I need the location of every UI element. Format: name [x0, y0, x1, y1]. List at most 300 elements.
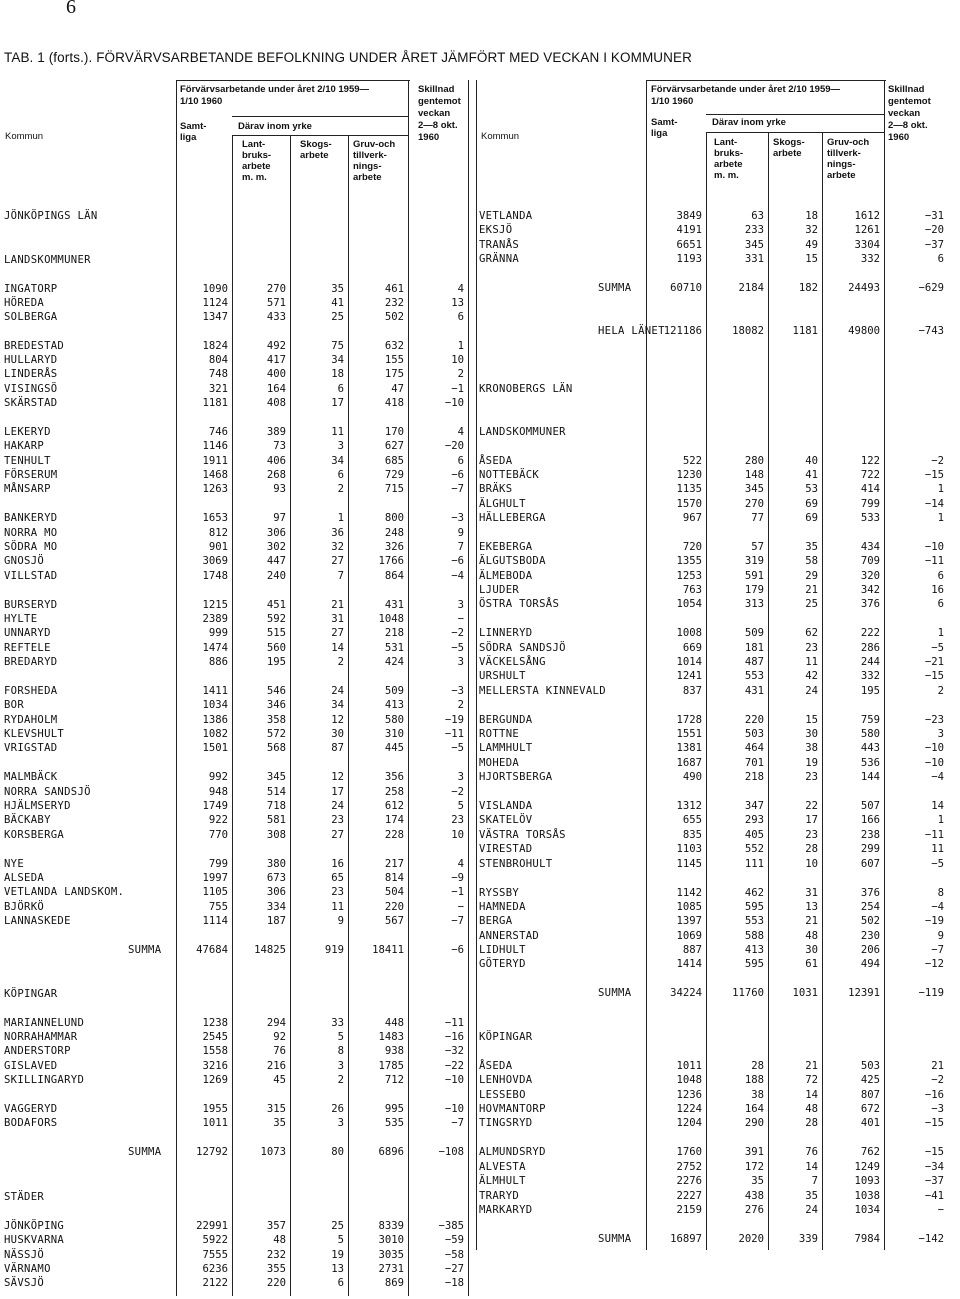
cell-lantbruk: 290	[744, 1117, 764, 1129]
cell-skogsarbete: 35	[805, 1190, 818, 1202]
cell-skillnad: −58	[444, 1249, 464, 1261]
cell-skogsarbete: 31	[805, 887, 818, 899]
cell-skillnad: −19	[924, 915, 944, 927]
cell-skillnad: −16	[444, 1031, 464, 1043]
cell-lantbruk: 355	[266, 1263, 286, 1275]
cell-skillnad: −3	[931, 1103, 944, 1115]
cell-skogsarbete: 58	[805, 555, 818, 567]
cell-gruv-tillverkning: 418	[384, 397, 404, 409]
kommun-name: ALVESTA	[479, 1161, 526, 1173]
cell-skogsarbete: 21	[805, 915, 818, 927]
cell-lantbruk: 1073	[260, 1146, 286, 1158]
cell-samtliga: 886	[208, 656, 228, 668]
cell-lantbruk: 63	[751, 210, 764, 222]
cell-lantbruk: 280	[744, 455, 764, 467]
cell-samtliga: 720	[682, 541, 702, 553]
cell-skogsarbete: 14	[331, 642, 344, 654]
cell-skillnad: −20	[444, 440, 464, 452]
cell-skillnad: −	[937, 1204, 944, 1216]
kommun-name: VÄCKELSÅNG	[479, 656, 546, 668]
cell-samtliga: 1749	[202, 800, 228, 812]
cell-samtliga: 1269	[202, 1074, 228, 1086]
header-skillnad-4: 2—8 okt.	[888, 120, 928, 131]
cell-lantbruk: 57	[751, 541, 764, 553]
cell-skogsarbete: 919	[324, 944, 344, 956]
cell-samtliga: 1193	[676, 253, 702, 265]
header-skogs: Skogs-	[300, 139, 332, 150]
cell-samtliga: 1034	[202, 699, 228, 711]
cell-skogsarbete: 3	[337, 1060, 344, 1072]
kommun-name: HÖREDA	[4, 297, 45, 309]
cell-samtliga: 1253	[676, 570, 702, 582]
cell-skillnad: −10	[444, 1103, 464, 1115]
cell-lantbruk: 552	[744, 843, 764, 855]
cell-skogsarbete: 24	[331, 685, 344, 697]
cell-skillnad: 23	[451, 814, 464, 826]
cell-lantbruk: 306	[266, 527, 286, 539]
kommun-name: MALMBÄCK	[4, 771, 58, 783]
cell-skillnad: 1	[937, 483, 944, 495]
header-skogs-2: arbete	[300, 150, 329, 161]
kommun-name: SÖDRA MO	[4, 541, 58, 553]
cell-skogsarbete: 8	[337, 1045, 344, 1057]
cell-gruv-tillverkning: 814	[384, 872, 404, 884]
cell-skogsarbete: 6	[337, 1277, 344, 1289]
section-heading: STÄDER	[4, 1191, 45, 1203]
cell-gruv-tillverkning: 712	[384, 1074, 404, 1086]
cell-skillnad: 1	[937, 814, 944, 826]
cell-samtliga: 1238	[202, 1017, 228, 1029]
header-skillnad-3: veckan	[888, 108, 921, 119]
cell-skillnad: −743	[918, 325, 944, 337]
cell-skillnad: −15	[924, 469, 944, 481]
cell-skillnad: −	[457, 613, 464, 625]
cell-skogsarbete: 87	[331, 742, 344, 754]
cell-gruv-tillverkning: 509	[384, 685, 404, 697]
cell-lantbruk: 93	[273, 483, 286, 495]
kommun-name: NORRA SANDSJÖ	[4, 786, 91, 798]
cell-lantbruk: 270	[266, 283, 286, 295]
cell-skillnad: −11	[444, 728, 464, 740]
header-skogs: Skogs-	[773, 137, 805, 148]
cell-skillnad: −11	[924, 555, 944, 567]
cell-skogsarbete: 72	[805, 1074, 818, 1086]
header-samtliga: Samt-	[651, 117, 678, 128]
cell-samtliga: 2159	[676, 1204, 702, 1216]
cell-skogsarbete: 69	[805, 498, 818, 510]
cell-gruv-tillverkning: 607	[860, 858, 880, 870]
kommun-name: VISLANDA	[479, 800, 533, 812]
cell-samtliga: 1501	[202, 742, 228, 754]
kommun-name: VILLSTAD	[4, 570, 58, 582]
cell-skogsarbete: 36	[331, 527, 344, 539]
kommun-name: FORSHEDA	[4, 685, 58, 697]
cell-gruv-tillverkning: 627	[384, 440, 404, 452]
cell-gruv-tillverkning: 445	[384, 742, 404, 754]
cell-gruv-tillverkning: 332	[860, 670, 880, 682]
kommun-name: BODAFORS	[4, 1117, 58, 1129]
cell-gruv-tillverkning: 49800	[848, 325, 880, 337]
cell-skillnad: −15	[924, 1146, 944, 1158]
cell-samtliga: 1570	[676, 498, 702, 510]
cell-samtliga: 1397	[676, 915, 702, 927]
cell-skillnad: −10	[444, 1074, 464, 1086]
kommun-name: SOLBERGA	[4, 311, 58, 323]
cell-skogsarbete: 53	[805, 483, 818, 495]
cell-lantbruk: 315	[266, 1103, 286, 1115]
cell-samtliga: 12792	[196, 1146, 228, 1158]
kommun-name: ALMUNDSRYD	[479, 1146, 546, 1158]
cell-lantbruk: 346	[266, 699, 286, 711]
cell-gruv-tillverkning: 299	[860, 843, 880, 855]
cell-gruv-tillverkning: 799	[860, 498, 880, 510]
cell-gruv-tillverkning: 376	[860, 598, 880, 610]
cell-lantbruk: 195	[266, 656, 286, 668]
cell-lantbruk: 268	[266, 469, 286, 481]
cell-lantbruk: 391	[744, 1146, 764, 1158]
cell-skillnad: −11	[924, 829, 944, 841]
cell-skillnad: −15	[924, 670, 944, 682]
cell-samtliga: 121186	[663, 325, 702, 337]
cell-gruv-tillverkning: 3035	[378, 1249, 404, 1261]
cell-skillnad: −41	[924, 1190, 944, 1202]
cell-skillnad: 10	[451, 829, 464, 841]
cell-samtliga: 1114	[202, 915, 228, 927]
cell-lantbruk: 216	[266, 1060, 286, 1072]
cell-skillnad: −3	[451, 512, 464, 524]
cell-skillnad: −5	[451, 642, 464, 654]
rule-line	[706, 132, 884, 133]
kommun-name: SKILLINGARYD	[4, 1074, 85, 1086]
cell-lantbruk: 345	[266, 771, 286, 783]
header-lant-4: m. m.	[714, 170, 739, 181]
kommun-name: ÄLGUTSBODA	[479, 555, 546, 567]
cell-lantbruk: 302	[266, 541, 286, 553]
cell-samtliga: 321	[208, 383, 228, 395]
header-lant: Lant-	[242, 139, 266, 150]
cell-skogsarbete: 7	[337, 570, 344, 582]
header-samtliga-2: liga	[651, 128, 668, 139]
cell-skillnad: 7	[457, 541, 464, 553]
header-gruv-3: nings-	[353, 161, 382, 172]
kommun-name: LANNASKEDE	[4, 915, 71, 927]
cell-skogsarbete: 10	[805, 858, 818, 870]
kommun-name: ÄLMHULT	[479, 1175, 526, 1187]
cell-gruv-tillverkning: 195	[860, 685, 880, 697]
cell-gruv-tillverkning: 342	[860, 584, 880, 596]
cell-lantbruk: 433	[266, 311, 286, 323]
cell-samtliga: 1215	[202, 599, 228, 611]
cell-gruv-tillverkning: 503	[860, 1060, 880, 1072]
cell-lantbruk: 306	[266, 886, 286, 898]
cell-skillnad: 5	[457, 800, 464, 812]
cell-samtliga: 1146	[202, 440, 228, 452]
summa-label: HELA LÄNET	[598, 325, 665, 337]
cell-samtliga: 4191	[676, 224, 702, 236]
cell-gruv-tillverkning: 248	[384, 527, 404, 539]
cell-skillnad: −4	[931, 901, 944, 913]
cell-samtliga: 1474	[202, 642, 228, 654]
kommun-name: BERGUNDA	[479, 714, 533, 726]
cell-samtliga: 1381	[676, 742, 702, 754]
cell-gruv-tillverkning: 864	[384, 570, 404, 582]
cell-skillnad: −31	[924, 210, 944, 222]
cell-skillnad: −5	[931, 642, 944, 654]
cell-samtliga: 1069	[676, 930, 702, 942]
kommun-name: NÄSSJÖ	[4, 1249, 45, 1261]
cell-lantbruk: 546	[266, 685, 286, 697]
kommun-name: VISINGSÖ	[4, 383, 58, 395]
cell-gruv-tillverkning: 536	[860, 757, 880, 769]
kommun-name: NORRAHAMMAR	[4, 1031, 78, 1043]
cell-samtliga: 3069	[202, 555, 228, 567]
cell-skogsarbete: 18	[331, 368, 344, 380]
cell-skogsarbete: 30	[805, 728, 818, 740]
cell-samtliga: 1135	[676, 483, 702, 495]
kommun-name: JÖNKÖPING	[4, 1220, 65, 1232]
cell-skillnad: −2	[931, 1074, 944, 1086]
header-skillnad: Skillnad	[418, 84, 455, 95]
cell-skillnad: 2	[457, 368, 464, 380]
cell-samtliga: 1263	[202, 483, 228, 495]
cell-skillnad: 3	[457, 599, 464, 611]
cell-gruv-tillverkning: 632	[384, 340, 404, 352]
cell-skogsarbete: 182	[798, 282, 818, 294]
cell-skogsarbete: 14	[805, 1161, 818, 1173]
cell-gruv-tillverkning: 413	[384, 699, 404, 711]
cell-samtliga: 1204	[676, 1117, 702, 1129]
cell-skogsarbete: 26	[331, 1103, 344, 1115]
cell-lantbruk: 276	[744, 1204, 764, 1216]
cell-lantbruk: 417	[266, 354, 286, 366]
cell-skillnad: 6	[457, 311, 464, 323]
cell-gruv-tillverkning: 424	[384, 656, 404, 668]
cell-lantbruk: 405	[744, 829, 764, 841]
cell-lantbruk: 406	[266, 455, 286, 467]
cell-gruv-tillverkning: 24493	[848, 282, 880, 294]
kommun-name: BURSERYD	[4, 599, 58, 611]
cell-skogsarbete: 35	[805, 541, 818, 553]
cell-samtliga: 1014	[676, 656, 702, 668]
cell-samtliga: 1312	[676, 800, 702, 812]
cell-skogsarbete: 31	[331, 613, 344, 625]
cell-skillnad: −7	[451, 915, 464, 927]
cell-gruv-tillverkning: 2731	[378, 1263, 404, 1275]
cell-samtliga: 1008	[676, 627, 702, 639]
cell-gruv-tillverkning: 401	[860, 1117, 880, 1129]
summa-label: SUMMA	[598, 1233, 632, 1245]
cell-skillnad: 1	[937, 512, 944, 524]
cell-lantbruk: 48	[273, 1234, 286, 1246]
section-heading: KÖPINGAR	[479, 1031, 533, 1043]
cell-lantbruk: 413	[744, 944, 764, 956]
header-group-title: Förvärvsarbetande under året 2/10 1959—	[180, 84, 370, 95]
kommun-name: HÄLLEBERGA	[479, 512, 546, 524]
cell-skogsarbete: 28	[805, 1117, 818, 1129]
cell-skillnad: 16	[931, 584, 944, 596]
cell-gruv-tillverkning: 443	[860, 742, 880, 754]
cell-samtliga: 1181	[202, 397, 228, 409]
cell-samtliga: 948	[208, 786, 228, 798]
kommun-name: MÅNSARP	[4, 483, 51, 495]
kommun-name: HYLTE	[4, 613, 38, 625]
header-skillnad-5: 1960	[418, 132, 440, 143]
kommun-name: VETLANDA LANDSKOM.	[4, 886, 125, 898]
kommun-name: RYDAHOLM	[4, 714, 58, 726]
cell-gruv-tillverkning: 672	[860, 1103, 880, 1115]
cell-lantbruk: 358	[266, 714, 286, 726]
cell-lantbruk: 334	[266, 901, 286, 913]
cell-skogsarbete: 1	[337, 512, 344, 524]
cell-skillnad: 6	[457, 455, 464, 467]
cell-skogsarbete: 19	[331, 1249, 344, 1261]
kommun-name: ALSEDA	[4, 872, 45, 884]
cell-samtliga: 2752	[676, 1161, 702, 1173]
cell-samtliga: 1911	[202, 455, 228, 467]
cell-lantbruk: 464	[744, 742, 764, 754]
cell-lantbruk: 77	[751, 512, 764, 524]
kommun-name: SKÄRSTAD	[4, 397, 58, 409]
cell-skillnad: −32	[444, 1045, 464, 1057]
kommun-name: TINGSRYD	[479, 1117, 533, 1129]
cell-lantbruk: 18082	[732, 325, 764, 337]
cell-skillnad: −3	[451, 685, 464, 697]
section-heading: KÖPINGAR	[4, 988, 58, 1000]
cell-skogsarbete: 2	[337, 656, 344, 668]
cell-gruv-tillverkning: 425	[860, 1074, 880, 1086]
cell-samtliga: 1414	[676, 958, 702, 970]
cell-lantbruk: 38	[751, 1089, 764, 1101]
cell-skogsarbete: 27	[331, 627, 344, 639]
cell-lantbruk: 572	[266, 728, 286, 740]
cell-samtliga: 5922	[202, 1234, 228, 1246]
cell-lantbruk: 357	[266, 1220, 286, 1232]
kommun-name: TENHULT	[4, 455, 51, 467]
cell-gruv-tillverkning: 170	[384, 426, 404, 438]
cell-samtliga: 1048	[676, 1074, 702, 1086]
cell-lantbruk: 308	[266, 829, 286, 841]
cell-skogsarbete: 80	[331, 1146, 344, 1158]
cell-gruv-tillverkning: 431	[384, 599, 404, 611]
cell-gruv-tillverkning: 1612	[854, 210, 880, 222]
cell-samtliga: 655	[682, 814, 702, 826]
cell-samtliga: 1011	[202, 1117, 228, 1129]
kommun-name: BERGA	[479, 915, 513, 927]
cell-skillnad: −18	[444, 1277, 464, 1289]
kommun-name: NORRA MO	[4, 527, 58, 539]
cell-gruv-tillverkning: 8339	[378, 1220, 404, 1232]
kommun-name: LAMMHULT	[479, 742, 533, 754]
cell-skillnad: −385	[438, 1220, 464, 1232]
cell-skillnad: −20	[924, 224, 944, 236]
cell-skillnad: −34	[924, 1161, 944, 1173]
header-skillnad: Skillnad	[888, 84, 925, 95]
cell-samtliga: 799	[208, 858, 228, 870]
header-group-title-2: 1/10 1960	[180, 96, 223, 107]
cell-lantbruk: 331	[744, 253, 764, 265]
cell-skogsarbete: 15	[805, 253, 818, 265]
cell-samtliga: 3216	[202, 1060, 228, 1072]
cell-skillnad: −6	[451, 944, 464, 956]
cell-skogsarbete: 42	[805, 670, 818, 682]
kommun-name: BANKERYD	[4, 512, 58, 524]
cell-skillnad: −11	[444, 1017, 464, 1029]
cell-skillnad: −2	[931, 455, 944, 467]
cell-skogsarbete: 1031	[792, 987, 818, 999]
cell-skogsarbete: 2	[337, 1074, 344, 1086]
header-skillnad-4: 2—8 okt.	[418, 120, 458, 131]
cell-gruv-tillverkning: 12391	[848, 987, 880, 999]
cell-skillnad: −15	[924, 1117, 944, 1129]
cell-lantbruk: 503	[744, 728, 764, 740]
cell-lantbruk: 240	[266, 570, 286, 582]
cell-skillnad: 9	[457, 527, 464, 539]
kommun-name: ÖSTRA TORSÅS	[479, 598, 560, 610]
cell-skillnad: −23	[924, 714, 944, 726]
cell-skillnad: −2	[451, 627, 464, 639]
cell-samtliga: 1411	[202, 685, 228, 697]
cell-skogsarbete: 14	[805, 1089, 818, 1101]
cell-gruv-tillverkning: 502	[384, 311, 404, 323]
cell-gruv-tillverkning: 507	[860, 800, 880, 812]
cell-skillnad: 13	[451, 297, 464, 309]
cell-skogsarbete: 61	[805, 958, 818, 970]
kommun-name: BRÄKS	[479, 483, 513, 495]
cell-samtliga: 812	[208, 527, 228, 539]
cell-lantbruk: 591	[744, 570, 764, 582]
cell-samtliga: 1997	[202, 872, 228, 884]
cell-skogsarbete: 21	[805, 584, 818, 596]
cell-skillnad: 9	[937, 930, 944, 942]
cell-samtliga: 22991	[196, 1220, 228, 1232]
cell-skillnad: 8	[937, 887, 944, 899]
cell-gruv-tillverkning: 722	[860, 469, 880, 481]
cell-lantbruk: 345	[744, 239, 764, 251]
cell-lantbruk: 35	[751, 1175, 764, 1187]
cell-samtliga: 1748	[202, 570, 228, 582]
cell-skogsarbete: 3	[337, 440, 344, 452]
cell-samtliga: 999	[208, 627, 228, 639]
cell-samtliga: 1085	[676, 901, 702, 913]
kommun-name: VRIGSTAD	[4, 742, 58, 754]
cell-skogsarbete: 2	[337, 483, 344, 495]
kommun-name: GNOSJÖ	[4, 555, 45, 567]
kommun-name: MOHEDA	[479, 757, 520, 769]
cell-skogsarbete: 17	[331, 397, 344, 409]
cell-gruv-tillverkning: 448	[384, 1017, 404, 1029]
cell-lantbruk: 581	[266, 814, 286, 826]
cell-lantbruk: 560	[266, 642, 286, 654]
cell-samtliga: 1653	[202, 512, 228, 524]
kommun-name: EKSJÖ	[479, 224, 513, 236]
cell-samtliga: 1090	[202, 283, 228, 295]
kommun-name: REFTELE	[4, 642, 51, 654]
cell-skogsarbete: 48	[805, 1103, 818, 1115]
cell-skogsarbete: 22	[805, 800, 818, 812]
header-gruv-4: arbete	[827, 170, 856, 181]
cell-gruv-tillverkning: 1483	[378, 1031, 404, 1043]
cell-lantbruk: 701	[744, 757, 764, 769]
cell-samtliga: 1230	[676, 469, 702, 481]
cell-skillnad: 10	[451, 354, 464, 366]
kommun-name: ÄLMEBODA	[479, 570, 533, 582]
cell-lantbruk: 588	[744, 930, 764, 942]
kommun-name: BREDESTAD	[4, 340, 65, 352]
cell-lantbruk: 97	[273, 512, 286, 524]
cell-skogsarbete: 5	[337, 1234, 344, 1246]
cell-skillnad: 4	[457, 283, 464, 295]
kommun-name: VIRESTAD	[479, 843, 533, 855]
